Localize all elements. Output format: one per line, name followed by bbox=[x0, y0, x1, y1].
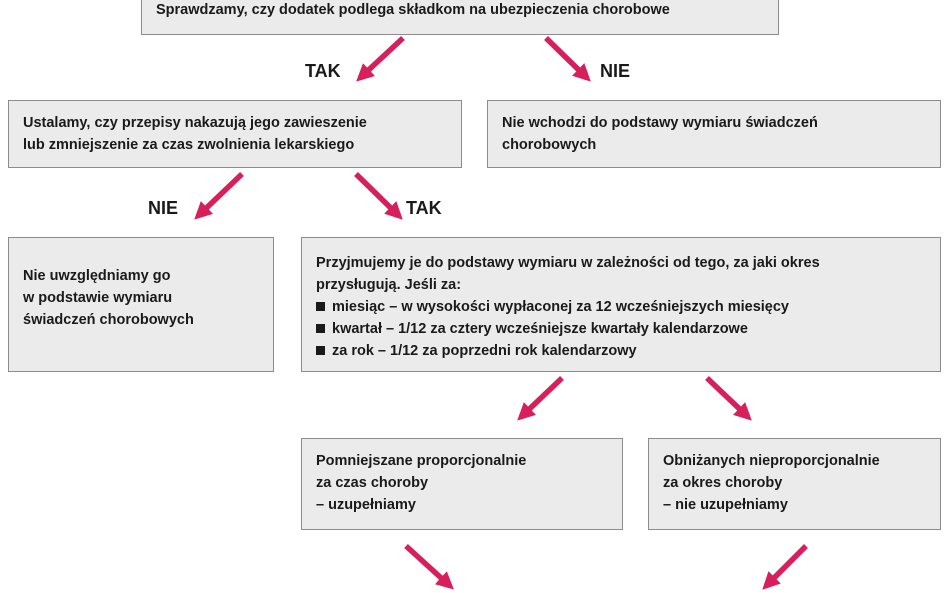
label-no-1: NIE bbox=[600, 61, 631, 81]
box-non-proportional-line-2: za okres choroby bbox=[663, 475, 783, 491]
box-not-included-line-2: chorobowych bbox=[502, 137, 597, 153]
box-proportional-line-2: za czas choroby bbox=[316, 475, 429, 491]
box-check-suspension-line-2: lub zmniejszenie za czas zwolnienia lekarskiego bbox=[23, 137, 355, 153]
arrow-check-to-yes bbox=[356, 174, 399, 216]
label-no-2: NIE bbox=[148, 198, 179, 218]
box-not-counted-line-2: w podstawie wymiaru bbox=[23, 290, 173, 306]
box-check-suspension-line-1: Ustalamy, czy przepisy nakazują jego zawieszenie bbox=[23, 115, 367, 131]
arrow-check-to-no bbox=[198, 174, 242, 216]
box-not-counted-line-1: Nie uwzględniamy go bbox=[23, 268, 171, 284]
bullet-month: miesiąc – w wysokości wypłaconej za 12 wcześniejszych miesięcy bbox=[316, 296, 926, 318]
box-non-proportional-line-3: – nie uzupełniamy bbox=[663, 497, 788, 513]
box-non-proportional-line-1: Obniżanych nieproporcjonalnie bbox=[663, 453, 880, 469]
arrow-non-proportional-down bbox=[766, 546, 806, 586]
bullet-quarter: kwartał – 1/12 za cztery wcześniejsze kwartały kalendarzowe bbox=[316, 318, 926, 340]
box-accept-line-1: Przyjmujemy je do podstawy wymiaru w zależności od tego, za jaki okres bbox=[316, 255, 820, 271]
box-accept-line-2: przysługują. Jeśli za: bbox=[316, 277, 462, 293]
arrow-proportional-down bbox=[406, 546, 450, 586]
label-yes-1: TAK bbox=[305, 61, 341, 81]
box-proportional-line-1: Pomniejszane proporcjonalnie bbox=[316, 453, 527, 469]
box-check-contribution-text: Sprawdzamy, czy dodatek podlega składkom na ubezpieczenia chorobowe bbox=[156, 2, 670, 18]
arrow-top-to-no bbox=[546, 38, 587, 78]
box-proportional-line-3: – uzupełniamy bbox=[316, 497, 416, 513]
label-yes-2: TAK bbox=[406, 198, 442, 218]
bullet-year: za rok – 1/12 za poprzedni rok kalendarzowy bbox=[316, 340, 926, 362]
arrow-accept-to-non-proportional bbox=[707, 378, 748, 417]
arrow-accept-to-proportional bbox=[521, 378, 562, 417]
box-not-counted-line-3: świadczeń chorobowych bbox=[23, 312, 194, 328]
arrow-top-to-yes bbox=[360, 38, 403, 78]
box-not-included-line-1: Nie wchodzi do podstawy wymiaru świadczeń bbox=[502, 115, 818, 131]
